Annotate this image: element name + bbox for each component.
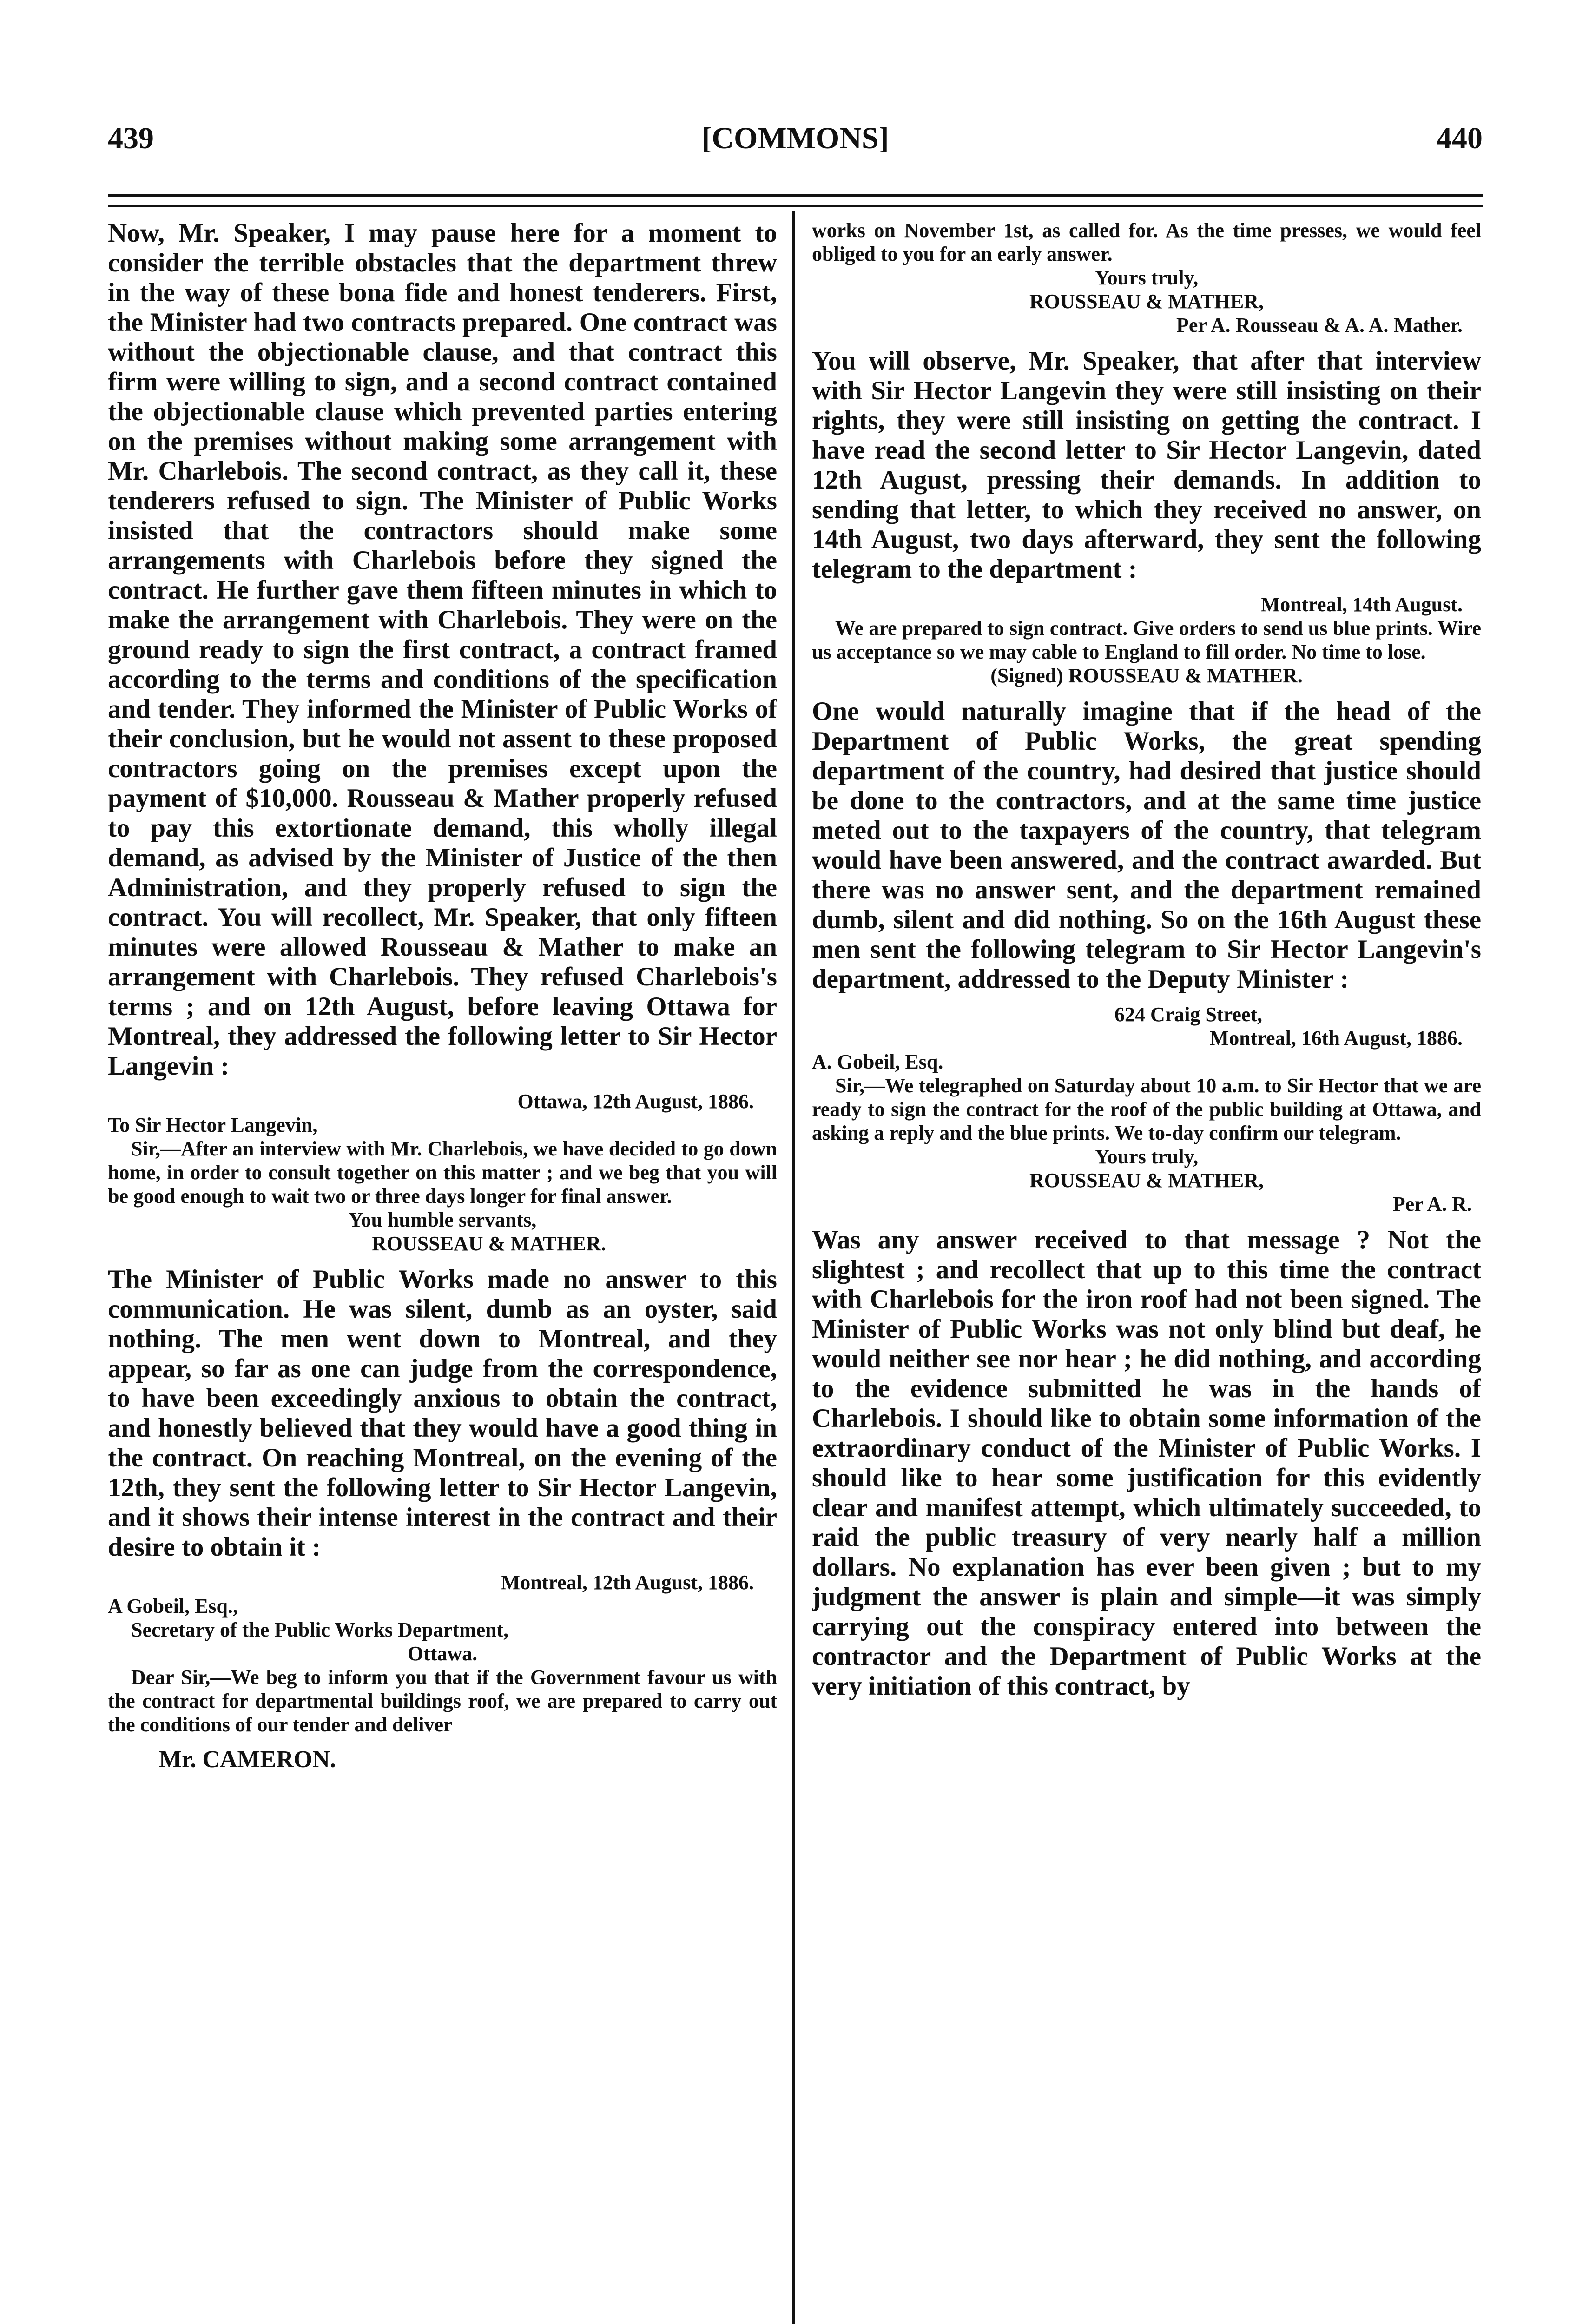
letter-body: Sir,—After an interview with Mr. Charlebois, we have decided to go down home, in order to consult together on this matter ; and we beg that you will be good enough to wait two or three days longer for final answer. <box>108 1137 777 1208</box>
letter-body: Dear Sir,—We beg to inform you that if the Government favour us with the contract for departmental buildings roof, we are prepared to carry out the conditions of our tender and deliver <box>108 1666 777 1736</box>
speaker-name: Mr. CAMERON. <box>159 1746 336 1773</box>
letter-salutation-to: To Sir Hector Langevin, <box>108 1114 318 1136</box>
telegram-14th-august <box>812 593 1481 687</box>
telegram-closing: Yours truly, <box>1094 1145 1199 1168</box>
telegram-body: We are prepared to sign contract. Give orders to send us blue prints. Wire us acceptance so we may cable to England to fill order. No time to lose. <box>812 617 1481 663</box>
paragraph-5: Was any answer received to that message ? Not the slightest ; and recollect that up to this time the contract with Charlebois for the iron roof had not been signed. The Minister of Public Works was not only blind but deaf, he would neither see nor hear ; he did nothing, and according to the evidence submitted he was in the hands of Charlebois. I should like to obtain some information of the extraordinary conduct of the Minister of Public Works. I should like to hear some justification for this evidently clear and manifest attempt, which ultimately succeeded, to raid the public treasury of very nearly half a million dollars. No explanation has ever been given ; but to my judgment the answer is plain and simple—it was simply carrying out the conspiracy entered into between the contractor and the Department of Public Works at the very initiation of this contract, by <box>812 1225 1481 1701</box>
telegram-address-street: 624 Craig Street, <box>1114 1003 1263 1026</box>
header-rule-bottom <box>108 205 1483 207</box>
letter-date: Montreal, 12th August, 1886. <box>501 1571 754 1594</box>
letter-signature: ROUSSEAU & MATHER. <box>371 1232 606 1255</box>
letter-addressee-city: Ottawa. <box>407 1642 478 1665</box>
letter-closing: You humble servants, <box>348 1208 537 1231</box>
letter-to-langevin <box>108 1089 777 1255</box>
paragraph-3: You will observe, Mr. Speaker, that after that interview with Sir Hector Langevin they were still insisting on their rights, they were still insisting on getting the contract. I have read the second letter to Sir Hector Langevin, dated 12th August, pressing their demands. In addition to sending that letter, to which they received no answer, on 14th August, two days afterward, they sent the following telegram to the department : <box>812 346 1481 584</box>
page-number-left: 439 <box>108 121 154 155</box>
telegram-signature: ROUSSEAU & MATHER, <box>1029 1169 1264 1192</box>
page-title: [COMMONS] <box>701 121 889 155</box>
telegram-16th-august <box>812 1003 1481 1216</box>
letter-continuation <box>812 218 1481 337</box>
paragraph-2: The Minister of Public Works made no answer to this communication. He was silent, dumb as an oyster, said nothing. The men went down to Montreal, and they appear, so far as one can judge from the correspondence, to have been exceedingly anxious to obtain the contract, and honestly believed that they would have a good thing in the contract. On reaching Montreal, on the evening of the 12th, they sent the following letter to Sir Hector Langevin, and it shows their intense interest in the contract and their desire to obtain it : <box>108 1265 777 1562</box>
right-column <box>812 218 1481 2324</box>
column-divider <box>792 211 795 2324</box>
page-header <box>108 107 1483 163</box>
letter-closing: Yours truly, <box>1094 266 1199 289</box>
letter-signature: ROUSSEAU & MATHER, <box>1029 290 1264 313</box>
telegram-signed: (Signed) ROUSSEAU & MATHER. <box>990 664 1303 687</box>
telegram-address-date: Montreal, 16th August, 1886. <box>1209 1027 1463 1050</box>
letter-body-continued: works on November 1st, as called for. As the time presses, we would feel obliged to you for an early answer. <box>812 219 1481 265</box>
letter-addressee: A Gobeil, Esq., <box>108 1595 238 1618</box>
letter-addressee-title: Secretary of the Public Works Department, <box>131 1618 509 1641</box>
letter-to-gobeil <box>108 1571 777 1736</box>
telegram-per: Per A. R. <box>1392 1193 1472 1215</box>
telegram-addressee: A. Gobeil, Esq. <box>812 1050 943 1073</box>
left-column <box>108 218 777 2324</box>
page-number-right: 440 <box>1437 121 1483 155</box>
telegram-date: Montreal, 14th August. <box>1260 593 1463 616</box>
letter-date: Ottawa, 12th August, 1886. <box>517 1090 754 1113</box>
paragraph-1: Now, Mr. Speaker, I may pause here for a moment to consider the terrible obstacles that the department threw in the way of these bona fide and honest tenderers. First, the Minister had two contracts prepared. One contract was without the objectionable clause, and that contract this firm were willing to sign, and a second contract contained the objectionable clause which prevented parties entering on the premises without making some arrangement with Mr. Charlebois. The second contract, as they call it, these tenderers refused to sign. The Minister of Public Works insisted that the contractors should make some arrangements with Charlebois before they signed the contract. He further gave them fifteen minutes in which to make the arrangement with Charlebois. They were on the ground ready to sign the first contract, a contract framed according to the terms and conditions of the specification and tender. They informed the Minister of Public Works of their conclusion, but he would not assent to these proposed contractors going on the premises except upon the payment of $10,000. Rousseau & Mather properly refused to pay this extortionate demand, this wholly illegal demand, as advised by the Minister of Justice of the then Administration, and they properly refused to sign the contract. You will recollect, Mr. Speaker, that only fifteen minutes were allowed Rousseau & Mather to make an arrangement with Charlebois. They refused Charlebois's terms ; and on 12th August, before leaving Ottawa for Montreal, they addressed the following letter to Sir Hector Langevin : <box>108 218 777 1081</box>
letter-per: Per A. Rousseau & A. A. Mather. <box>1176 314 1463 337</box>
telegram-body: Sir,—We telegraphed on Saturday about 10 a.m. to Sir Hector that we are ready to sign the contract for the roof of the public building at Ottawa, and asking a reply and the blue prints. We to-day confirm our telegram. <box>812 1074 1481 1144</box>
header-rule-top <box>108 194 1483 197</box>
paragraph-4: One would naturally imagine that if the head of the Department of Public Works, the great spending department of the country, had desired that justice should be done to the contractors, and at the same time justice meted out to the taxpayers of the country, that telegram would have been answered, and the contract awarded. But there was no answer sent, and the department remained dumb, silent and did nothing. So on the 16th August these men sent the following telegram to Sir Hector Langevin's department, addressed to the Deputy Minister : <box>812 697 1481 994</box>
